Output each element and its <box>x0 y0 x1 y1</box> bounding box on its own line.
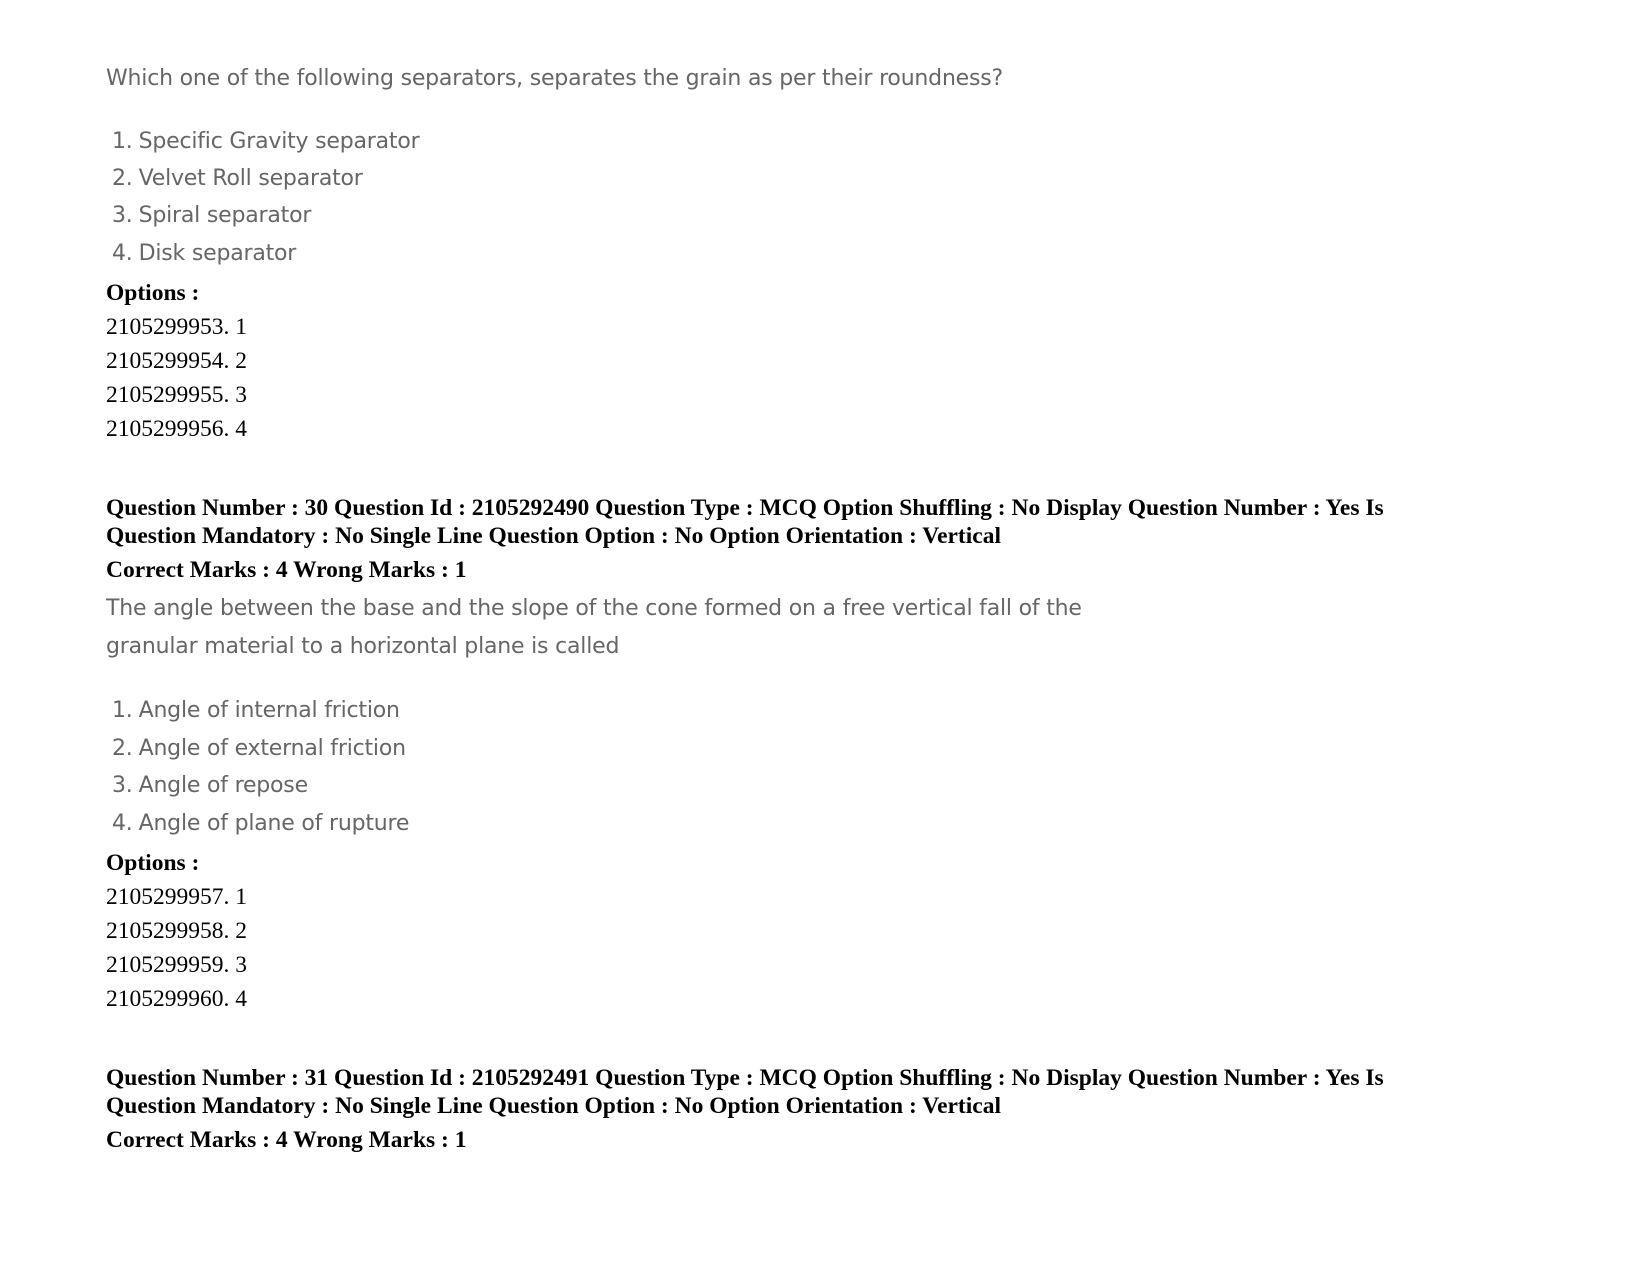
choice-number: 2. <box>112 736 133 761</box>
choice-text: Angle of external friction <box>138 736 406 761</box>
marks-line: Correct Marks : 4 Wrong Marks : 1 <box>106 1127 467 1153</box>
choice-text: Angle of plane of rupture <box>138 811 410 836</box>
choice-item <box>112 165 363 193</box>
choice-text: Disk separator <box>138 241 297 266</box>
question-text: Which one of the following separators, separates the grain as per their roundness? <box>106 66 1004 91</box>
choice-item <box>112 697 400 725</box>
question-meta-line-2: Question Mandatory : No Single Line Question Option : No Option Orientation : Vertical <box>106 1093 1001 1119</box>
choice-number: 2. <box>112 166 133 191</box>
choice-text: Angle of internal friction <box>138 698 400 723</box>
choice-number: 3. <box>112 203 133 228</box>
option-id: 2105299960. 4 <box>106 986 247 1012</box>
marks-line: Correct Marks : 4 Wrong Marks : 1 <box>106 557 467 583</box>
options-label: Options : <box>106 280 200 306</box>
option-id: 2105299957. 1 <box>106 884 247 910</box>
option-id: 2105299959. 3 <box>106 952 247 978</box>
choice-text: Specific Gravity separator <box>138 129 420 154</box>
question-meta-line-2: Question Mandatory : No Single Line Question Option : No Option Orientation : Vertical <box>106 523 1001 549</box>
question-meta-line-1: Question Number : 31 Question Id : 2105292491 Question Type : MCQ Option Shuffling : No Display Question Number : Yes Is <box>106 1065 1384 1091</box>
option-id: 2105299955. 3 <box>106 382 247 408</box>
choice-number: 4. <box>112 241 133 266</box>
choice-item <box>112 202 311 230</box>
option-id: 2105299958. 2 <box>106 918 247 944</box>
choice-item <box>112 735 406 763</box>
question-meta-line-1: Question Number : 30 Question Id : 2105292490 Question Type : MCQ Option Shuffling : No Display Question Number : Yes Is <box>106 495 1384 521</box>
option-id: 2105299953. 1 <box>106 314 247 340</box>
choice-number: 3. <box>112 773 133 798</box>
choice-text: Angle of repose <box>138 773 308 798</box>
choice-item <box>112 772 308 800</box>
option-id: 2105299954. 2 <box>106 348 247 374</box>
choice-text: Spiral separator <box>138 203 312 228</box>
option-id: 2105299956. 4 <box>106 416 247 442</box>
choice-text: Velvet Roll separator <box>138 166 363 191</box>
question-text-line-2: granular material to a horizontal plane is called <box>106 634 620 659</box>
choice-number: 4. <box>112 811 133 836</box>
choice-number: 1. <box>112 698 133 723</box>
choice-item <box>112 810 409 838</box>
choice-item <box>112 240 296 268</box>
options-label: Options : <box>106 850 200 876</box>
question-text-line-1: The angle between the base and the slope of the cone formed on a free vertical fall of the <box>106 596 1082 621</box>
choice-item <box>112 128 419 156</box>
choice-number: 1. <box>112 129 133 154</box>
